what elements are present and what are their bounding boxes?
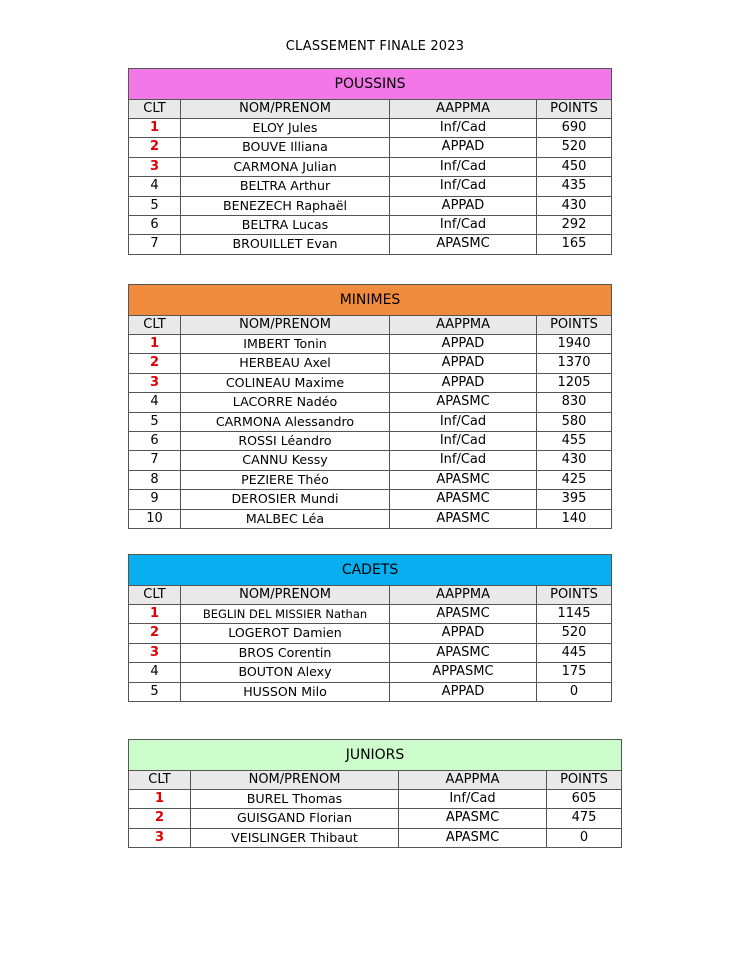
club-cell: APPAD <box>390 682 537 701</box>
name-cell: PEZIERE Théo <box>181 470 390 489</box>
table-row <box>129 335 612 354</box>
name-cell: BUREL Thomas <box>191 790 399 809</box>
club-cell: APPAD <box>390 196 537 215</box>
col-header-name: NOM/PRENOM <box>191 771 399 790</box>
club-cell: Inf/Cad <box>390 412 537 431</box>
points-cell: 165 <box>537 235 612 254</box>
club-cell: Inf/Cad <box>390 216 537 235</box>
col-header-points: POINTS <box>537 316 612 335</box>
page-title: CLASSEMENT FINALE 2023 <box>285 39 465 54</box>
col-header-clt: CLT <box>129 771 191 790</box>
name-cell: BROS Corentin <box>181 643 390 662</box>
points-cell: 1145 <box>537 605 612 624</box>
col-header-club: AAPPMA <box>390 586 537 605</box>
points-cell: 140 <box>537 509 612 528</box>
points-cell: 690 <box>537 119 612 138</box>
ranking-table-cadets <box>128 554 612 702</box>
club-cell: APASMC <box>390 393 537 412</box>
name-cell: GUISGAND Florian <box>191 809 399 828</box>
club-cell: APASMC <box>390 643 537 662</box>
points-cell: 455 <box>537 432 612 451</box>
rank-cell: 3 <box>129 157 181 176</box>
table-row <box>129 177 612 196</box>
table-row <box>129 138 612 157</box>
rank-cell: 2 <box>129 624 181 643</box>
category-banner-cadets: CADETS <box>129 555 612 586</box>
club-cell: APASMC <box>390 490 537 509</box>
table-row <box>129 119 612 138</box>
table-row <box>129 470 612 489</box>
club-cell: APASMC <box>399 828 547 847</box>
table-row <box>129 196 612 215</box>
table-row <box>129 828 622 847</box>
table-row <box>129 490 612 509</box>
col-header-club: AAPPMA <box>390 316 537 335</box>
club-cell: APPAD <box>390 624 537 643</box>
name-cell: VEISLINGER Thibaut <box>191 828 399 847</box>
club-cell: Inf/Cad <box>390 451 537 470</box>
name-cell: BOUVE Illiana <box>181 138 390 157</box>
col-header-club: AAPPMA <box>390 100 537 119</box>
table-body <box>129 605 612 702</box>
club-cell: Inf/Cad <box>390 432 537 451</box>
table-row <box>129 509 612 528</box>
rank-cell: 5 <box>129 196 181 215</box>
table-row <box>129 451 612 470</box>
rank-cell: 5 <box>129 412 181 431</box>
col-header-name: NOM/PRENOM <box>181 586 390 605</box>
table-row <box>129 235 612 254</box>
points-cell: 1940 <box>537 335 612 354</box>
table-row <box>129 373 612 392</box>
ranking-table-juniors <box>128 739 622 848</box>
name-cell: BELTRA Lucas <box>181 216 390 235</box>
name-cell: BENEZECH Raphaël <box>181 196 390 215</box>
points-cell: 430 <box>537 196 612 215</box>
rank-cell: 4 <box>129 177 181 196</box>
name-cell: HUSSON Milo <box>181 682 390 701</box>
table-body <box>129 335 612 529</box>
col-header-points: POINTS <box>537 586 612 605</box>
rank-cell: 1 <box>129 790 191 809</box>
col-header-club: AAPPMA <box>399 771 547 790</box>
name-cell: MALBEC Léa <box>181 509 390 528</box>
table-row <box>129 216 612 235</box>
table-row <box>129 605 612 624</box>
points-cell: 435 <box>537 177 612 196</box>
club-cell: APASMC <box>390 509 537 528</box>
name-cell: LACORRE Nadéo <box>181 393 390 412</box>
col-header-clt: CLT <box>129 586 181 605</box>
club-cell: APASMC <box>390 605 537 624</box>
rank-cell: 2 <box>129 354 181 373</box>
points-cell: 605 <box>547 790 622 809</box>
col-header-clt: CLT <box>129 316 181 335</box>
rank-cell: 7 <box>129 235 181 254</box>
points-cell: 0 <box>547 828 622 847</box>
col-header-name: NOM/PRENOM <box>181 316 390 335</box>
points-cell: 475 <box>547 809 622 828</box>
col-header-points: POINTS <box>547 771 622 790</box>
club-cell: APASMC <box>390 470 537 489</box>
name-cell: ELOY Jules <box>181 119 390 138</box>
category-banner-minimes: MINIMES <box>129 285 612 316</box>
name-cell: BELTRA Arthur <box>181 177 390 196</box>
table-row <box>129 790 622 809</box>
rank-cell: 6 <box>129 432 181 451</box>
name-cell: BROUILLET Evan <box>181 235 390 254</box>
points-cell: 0 <box>537 682 612 701</box>
club-cell: APPAD <box>390 354 537 373</box>
table-row <box>129 809 622 828</box>
rank-cell: 3 <box>129 828 191 847</box>
table-row <box>129 682 612 701</box>
club-cell: APPAD <box>390 138 537 157</box>
club-cell: Inf/Cad <box>390 177 537 196</box>
table-row <box>129 393 612 412</box>
rank-cell: 4 <box>129 663 181 682</box>
col-header-clt: CLT <box>129 100 181 119</box>
table-row <box>129 663 612 682</box>
rank-cell: 9 <box>129 490 181 509</box>
col-header-name: NOM/PRENOM <box>181 100 390 119</box>
club-cell: Inf/Cad <box>390 157 537 176</box>
points-cell: 1370 <box>537 354 612 373</box>
points-cell: 1205 <box>537 373 612 392</box>
col-header-points: POINTS <box>537 100 612 119</box>
points-cell: 450 <box>537 157 612 176</box>
points-cell: 425 <box>537 470 612 489</box>
rank-cell: 1 <box>129 335 181 354</box>
name-cell: LOGEROT Damien <box>181 624 390 643</box>
name-cell: DEROSIER Mundi <box>181 490 390 509</box>
club-cell: Inf/Cad <box>390 119 537 138</box>
rank-cell: 2 <box>129 138 181 157</box>
club-cell: APPAD <box>390 335 537 354</box>
points-cell: 520 <box>537 624 612 643</box>
rank-cell: 8 <box>129 470 181 489</box>
table-row <box>129 157 612 176</box>
name-cell: CARMONA Alessandro <box>181 412 390 431</box>
name-cell: HERBEAU Axel <box>181 354 390 373</box>
club-cell: APPAD <box>390 373 537 392</box>
table-body <box>129 119 612 255</box>
name-cell: BOUTON Alexy <box>181 663 390 682</box>
club-cell: APPASMC <box>390 663 537 682</box>
table-row <box>129 412 612 431</box>
club-cell: Inf/Cad <box>399 790 547 809</box>
rank-cell: 3 <box>129 643 181 662</box>
points-cell: 520 <box>537 138 612 157</box>
rank-cell: 4 <box>129 393 181 412</box>
points-cell: 395 <box>537 490 612 509</box>
points-cell: 445 <box>537 643 612 662</box>
rank-cell: 7 <box>129 451 181 470</box>
category-banner-juniors: JUNIORS <box>129 740 622 771</box>
name-cell: IMBERT Tonin <box>181 335 390 354</box>
table-row <box>129 354 612 373</box>
rank-cell: 10 <box>129 509 181 528</box>
rank-cell: 6 <box>129 216 181 235</box>
points-cell: 830 <box>537 393 612 412</box>
rank-cell: 1 <box>129 605 181 624</box>
points-cell: 292 <box>537 216 612 235</box>
category-banner-poussins: POUSSINS <box>129 69 612 100</box>
rank-cell: 2 <box>129 809 191 828</box>
table-row <box>129 643 612 662</box>
table-row <box>129 624 612 643</box>
name-cell: ROSSI Léandro <box>181 432 390 451</box>
name-cell: BEGLIN DEL MISSIER Nathan <box>181 605 390 624</box>
name-cell: CARMONA Julian <box>181 157 390 176</box>
rank-cell: 3 <box>129 373 181 392</box>
name-cell: COLINEAU Maxime <box>181 373 390 392</box>
table-body <box>129 790 622 848</box>
rank-cell: 5 <box>129 682 181 701</box>
ranking-table-poussins <box>128 68 612 255</box>
table-row <box>129 432 612 451</box>
rank-cell: 1 <box>129 119 181 138</box>
club-cell: APASMC <box>399 809 547 828</box>
points-cell: 175 <box>537 663 612 682</box>
name-cell: CANNU Kessy <box>181 451 390 470</box>
points-cell: 580 <box>537 412 612 431</box>
ranking-table-minimes <box>128 284 612 529</box>
club-cell: APASMC <box>390 235 537 254</box>
points-cell: 430 <box>537 451 612 470</box>
